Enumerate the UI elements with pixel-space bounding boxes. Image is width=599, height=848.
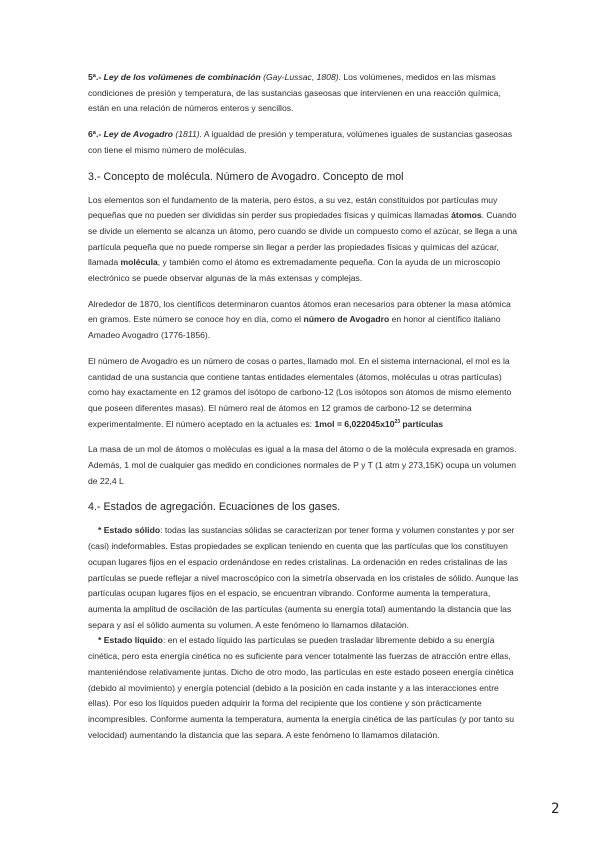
page-number: 2	[551, 801, 559, 817]
mol-unit: partículas	[400, 418, 444, 429]
law-6-author: (1811).	[175, 129, 202, 140]
term-numero-avogadro: número de Avogadro	[303, 314, 390, 325]
text-span: Los elementos son el fundamento de la materia, pero éstos, a su vez, están constituidos por partículas muy pequeñas que no pueden ser divididas sin perder sus propiedades físicas y químicas llamadas	[88, 194, 498, 221]
section-3-paragraph-1	[88, 193, 520, 287]
mol-equation: 1mol = 6,022045x10	[314, 418, 395, 429]
law-6-text: A igualdad de presión y temperatura, volúmenes iguales de sustancias gaseosas con tiene el mismo número de moléculas.	[88, 129, 513, 155]
law-5-number: 5ª.-	[88, 72, 102, 82]
section-4-heading: 4.- Estados de agregación. Ecuaciones de los gases.	[88, 501, 341, 514]
liquid-state-paragraph	[88, 633, 520, 743]
section-3-paragraph-3	[88, 354, 520, 433]
solid-state-label: * Estado sólido	[98, 525, 161, 536]
law-5-author: (Gay-Lussac, 1808).	[263, 72, 341, 82]
section-3-paragraph-4: La masa de un mol de átomos o moléculas es igual a la masa del átomo o de la molécula expresada en gramos. Además, 1 mol de cualquier gas medido en condiciones normales de P y T (1 atm y 273,15K) ocupa un volumen de 22,4 L	[88, 444, 517, 486]
law-5-paragraph	[88, 70, 520, 117]
mol-exponent: 23	[394, 418, 401, 425]
law-6-number: 6ª.-	[88, 129, 102, 140]
text-span: , y también como el átomo es extremadamente pequeña. Con la ayuda de un microscopio electrónico se puede observar algunas de la más extensas y complejas.	[88, 257, 501, 284]
liquid-state-label: * Estado líquido	[98, 635, 163, 646]
text-span: El número de Avogadro es un número de cosas o partes, llamado mol. En el sistema internacional, el mol es la cantidad de una sustancia que contiene tantas entidades elementales (átomos, moléculas u otras partículas) como hay exactamente en 12 gramos del isótopo de carbono-12 (Los isótopos son átomos de mismo elemento que poseen diferentes masas). El número real de átomos en 12 gramos de carbono-12 se determina experimentalmente. El número aceptado en la actuales es:	[88, 355, 512, 429]
solid-state-paragraph	[88, 523, 520, 633]
mol-value	[314, 419, 443, 429]
law-5-text: Los volúmenes, medidos en las mismas condiciones de presión y temperatura, de las sustancias gaseosas que intervienen en una reacción química, están en una relación de números enteros y sencillos.	[88, 72, 501, 114]
term-atomos: átomos	[451, 210, 482, 221]
law-5-title: Ley de los volúmenes de combinación	[103, 72, 261, 82]
section-3-heading: 3.- Concepto de molécula. Número de Avogadro. Concepto de mol	[88, 170, 404, 183]
text-span: . Cuando se divide un elemento se alcanza un átomo, pero cuando se divide un compuesto como el azúcar, se llega a una partícula pequeña que no puede romperse sin llegar a perder las propiedades físicas y químicas del azúcar, llamada	[88, 210, 518, 268]
section-3-paragraph-2	[88, 297, 520, 344]
text-span: Alrededor de 1870, los científicos determinaron cuantos átomos eran necesarios para obtener la masa atómica en gramos. Este número se conoce hoy en día, como el	[88, 298, 511, 325]
solid-state-text: : todas las sustancias sólidas se caracterizan por tener forma y volumen constantes y por ser (casi) indeformables. Estas propiedades se explican teniendo en cuenta que las partículas que los constituyen ocupan lugares fijos en el espacio ordenándose en redes cristalinas. La ordenación en redes cristalinas de las partículas se puede reflejar a nivel macroscópico con la simetría observada en los cristales de sólido. Aunque las partículas ocupan lugares fijos en el espacio, se encuentran vibrando. Conforme aumenta la temperatura, aumenta la amplitud de oscilación de las partículas (aumenta su energía total) aumentando la distancia que las separa y así el sólido aumenta su volumen. A este fenómeno lo llamamos dilatación.	[88, 525, 519, 630]
term-molecula: molécula	[120, 257, 158, 268]
liquid-state-text: : en el estado líquido las partículas se pueden trasladar libremente debido a su energía cinética, pero esta energía cinética no es suficiente para vencer totalmente las fuerzas de atracción entre ellas, manteniéndose relativamente juntas. Dicho de otro modo, las partículas en este estado poseen energía cinética (debido al movimiento) y energía potencial (debido a la posición en cada instante y a las interacciones entre ellas). Por eso los líquidos pueden adquirir la forma del recipiente que los contiene y son prácticamente incompresibles. Conforme aumenta la temperatura, aumenta la energía cinética de las partículas (y por tanto su velocidad) aumentando la distancia que las separa. A este fenómeno lo llamamos dilatación.	[88, 635, 515, 740]
document-page	[88, 70, 520, 743]
text-span: en honor al científico italiano Amadeo Avogadro (1776-1856).	[88, 314, 501, 341]
law-6-title: Ley de Avogadro	[103, 129, 174, 140]
law-6-paragraph	[88, 127, 520, 158]
